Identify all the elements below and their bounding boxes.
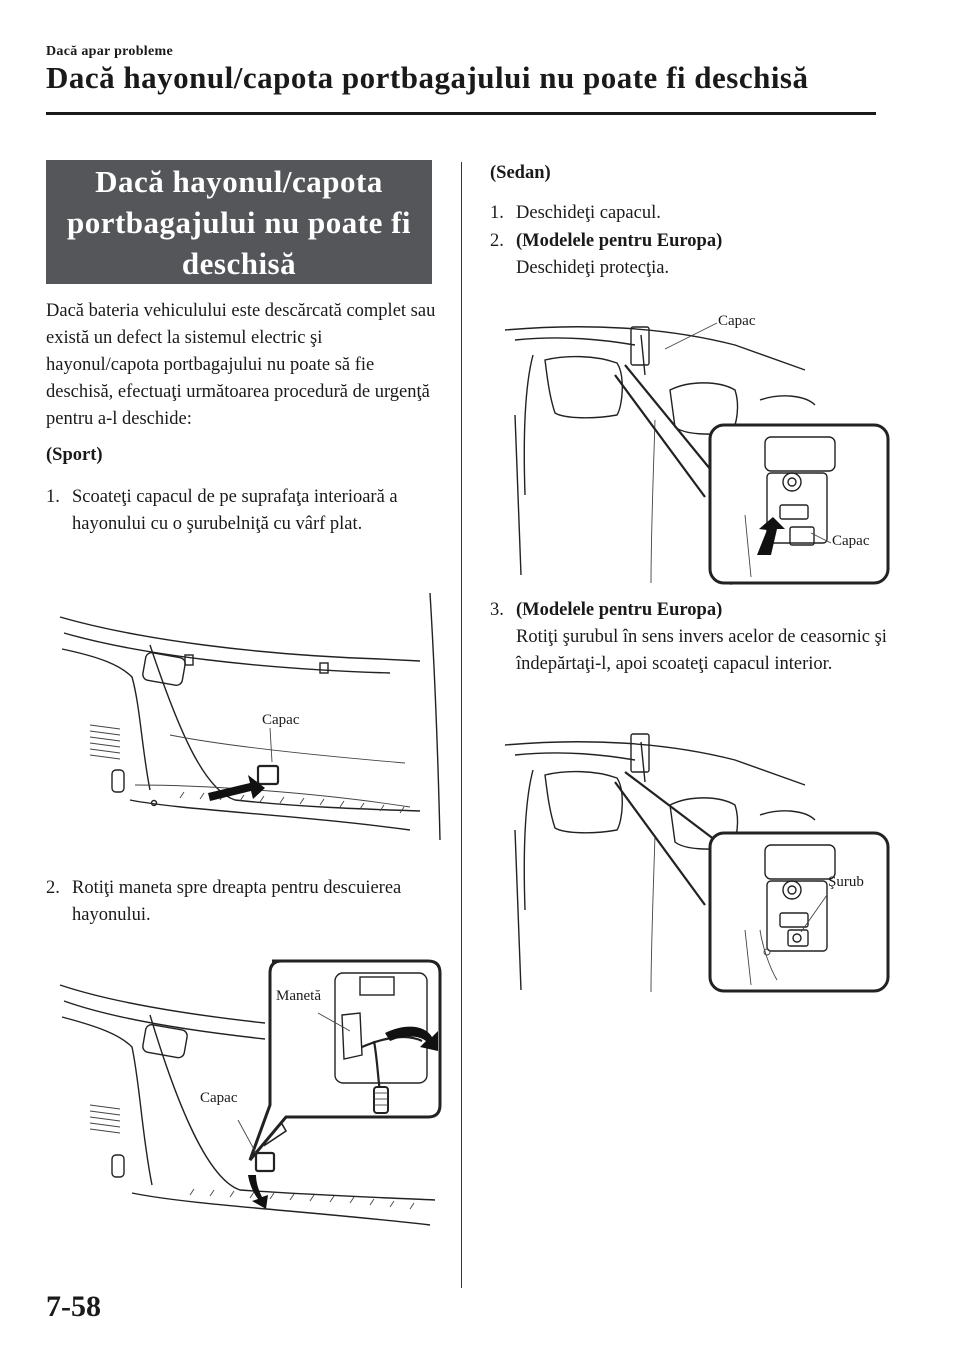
sedan-step-2 (490, 228, 890, 282)
figure-liftgate-cover (60, 585, 440, 860)
step-text: Deschideţi protecţia. (516, 258, 670, 278)
step-text: Rotiţi şurubul în sens invers acelor de ceasornic şi îndepărtaţi-l, apoi scoateţi capacul interior. (516, 627, 887, 674)
page-number: 7-58 (46, 1290, 101, 1323)
sport-heading: (Sport) (46, 445, 103, 465)
fig4-label-screw: Şurub (828, 874, 864, 890)
figure-sedan-screw (505, 730, 890, 995)
sedan-step-3 (490, 597, 890, 678)
intro-paragraph: Dacă bateria vehiculului este descărcată complet sau există un defect la sistemul electric şi hayonul/capota portbagajului nu poate să fie deschisă, efectuaţi următoarea procedură de urgenţă pentru a-l deschide: (46, 301, 436, 429)
sport-step-2 (46, 875, 436, 929)
fig1-label-cover: Capac (262, 712, 300, 728)
title-box-line-2: portbagajului nu poate fi (66, 204, 412, 240)
step-number: 3. (490, 600, 504, 620)
step-title: (Modelele pentru Europa) (516, 231, 723, 251)
sport-step-1 (46, 484, 436, 538)
step-number: 2. (46, 878, 60, 898)
step-number: 1. (46, 487, 60, 507)
step-text: Deschideţi capacul. (516, 203, 661, 223)
fig2-label-lever: Manetă (276, 988, 321, 1004)
step-text: Scoateţi capacul de pe suprafaţa interioară a hayonului cu o şurubelniţă cu vârf plat. (72, 487, 398, 534)
title-rule (46, 112, 876, 115)
fig3-label-top: Capac (718, 313, 756, 329)
step-number: 2. (490, 231, 504, 251)
section-kicker: Dacă apar probleme (46, 44, 173, 59)
step-number: 1. (490, 203, 504, 223)
title-box-line-3: deschisă (181, 245, 297, 281)
page-title: Dacă hayonul/capota portbagajului nu poate fi deschisă (46, 60, 809, 95)
fig2-label-cover: Capac (200, 1090, 238, 1106)
column-divider (461, 162, 462, 1288)
section-title-box (46, 160, 432, 284)
sedan-step-1 (490, 200, 890, 227)
figure-liftgate-lever (60, 955, 445, 1265)
sedan-heading: (Sedan) (490, 163, 551, 183)
title-box-line-1: Dacă hayonul/capota (95, 163, 383, 199)
fig3-label-inset: Capac (832, 533, 870, 549)
step-text: Rotiţi maneta spre dreapta pentru descuierea hayonului. (72, 878, 402, 925)
step-title: (Modelele pentru Europa) (516, 600, 723, 620)
